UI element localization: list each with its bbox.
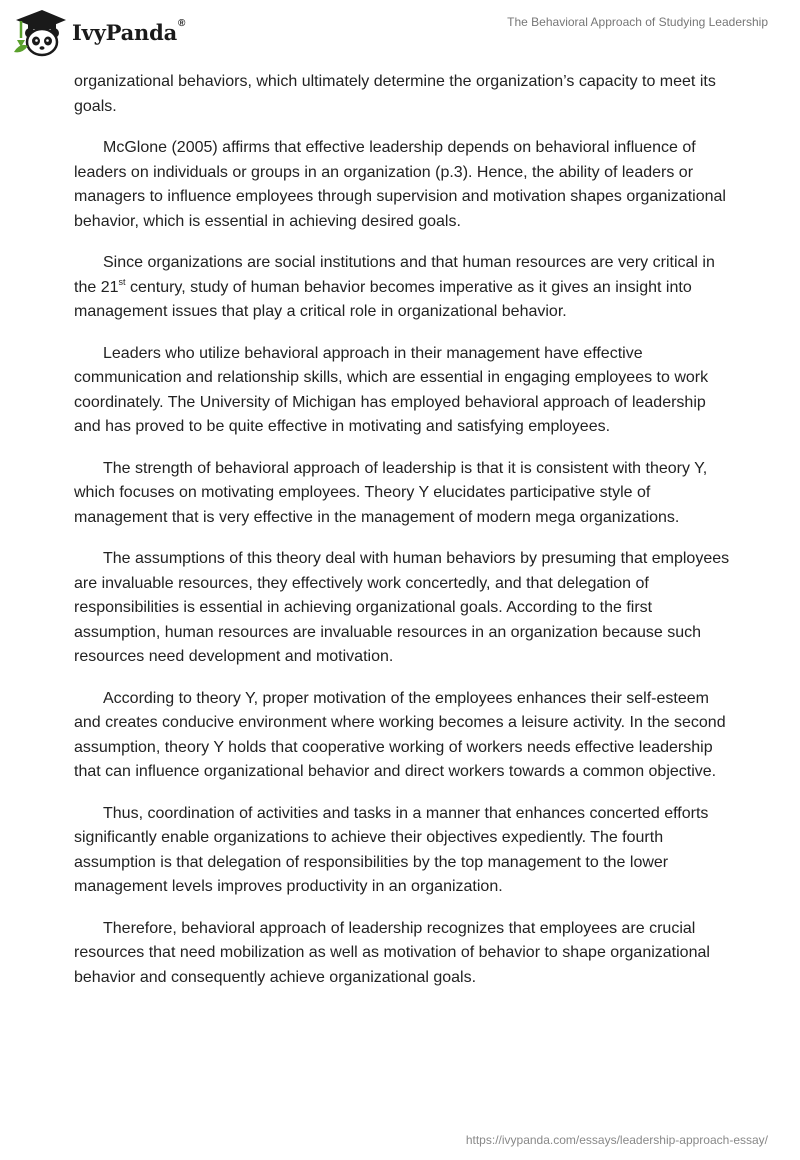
source-url[interactable]: https://ivypanda.com/essays/leadership-approach-essay/ <box>465 1133 768 1147</box>
ordinal-superscript: st <box>118 276 126 287</box>
logo-text: IvyPanda® <box>72 17 186 45</box>
paragraph <box>74 251 734 325</box>
page-header <box>0 0 800 66</box>
paragraph: The assumptions of this theory deal with human behaviors by presuming that employees are invaluable resources, they effectively work concertedly, and that delegation of responsibilities is essential in achieving organizational goals. According to the first assumption, human resources are invaluable resources in an organization because such resources need development and motivation. <box>74 550 730 665</box>
paragraph: Therefore, behavioral approach of leadership recognizes that employees are crucial resources that need mobilization as well as motivation of behavior to shape organizational behavior and consequently achieve organizational goals. <box>74 919 710 986</box>
paragraph-text: century, study of human behavior becomes imperative as it gives an insight into management issues that play a critical role in organizational behavior. <box>74 278 692 320</box>
essay-body <box>74 70 734 1007</box>
ivypanda-logo[interactable] <box>12 6 185 58</box>
paragraph: Leaders who utilize behavioral approach in their management have effective communication and relationship skills, which are essential in engaging employees to work coordinately. The University of Michigan has employed behavioral approach of leadership and has proved to be quite effective in motivating and satisfying employees. <box>74 344 709 435</box>
registered-mark: ® <box>178 17 186 29</box>
paragraph: McGlone (2005) affirms that effective leadership depends on behavioral influence of leaders on individuals or groups in an organization (p.3). Hence, the ability of leaders or managers to influence employees through supervision and motivation shapes organizational behavior, which is essential in achieving desired goals. <box>74 139 726 230</box>
paragraph: According to theory Y, proper motivation of the employees enhances their self-esteem and creates conducive environment where working becomes a leisure activity. In the second assumption, theory Y holds that cooperative working of workers needs effective leadership that can influence organizational behavior and direct workers towards a common objective. <box>74 689 726 780</box>
paragraph-continuation: organizational behaviors, which ultimately determine the organization’s capacity to meet its goals. <box>74 73 716 115</box>
paragraph-text: Since organizations are social institutions and that human resources are very critical in the 21 <box>74 254 715 296</box>
panda-graduate-icon <box>12 6 68 58</box>
paragraph: The strength of behavioral approach of leadership is that it is consistent with theory Y, which focuses on motivating employees. Theory Y elucidates participative style of management that is very effective in the management of modern mega organizations. <box>74 459 708 526</box>
document-title: The Behavioral Approach of Studying Leadership <box>507 15 768 29</box>
paragraph: Thus, coordination of activities and tasks in a manner that enhances concerted efforts significantly enable organizations to achieve their objectives expediently. The fourth assumption is that delegation of responsibilities by the top management to the lower management levels improves productivity in an organization. <box>74 804 709 895</box>
